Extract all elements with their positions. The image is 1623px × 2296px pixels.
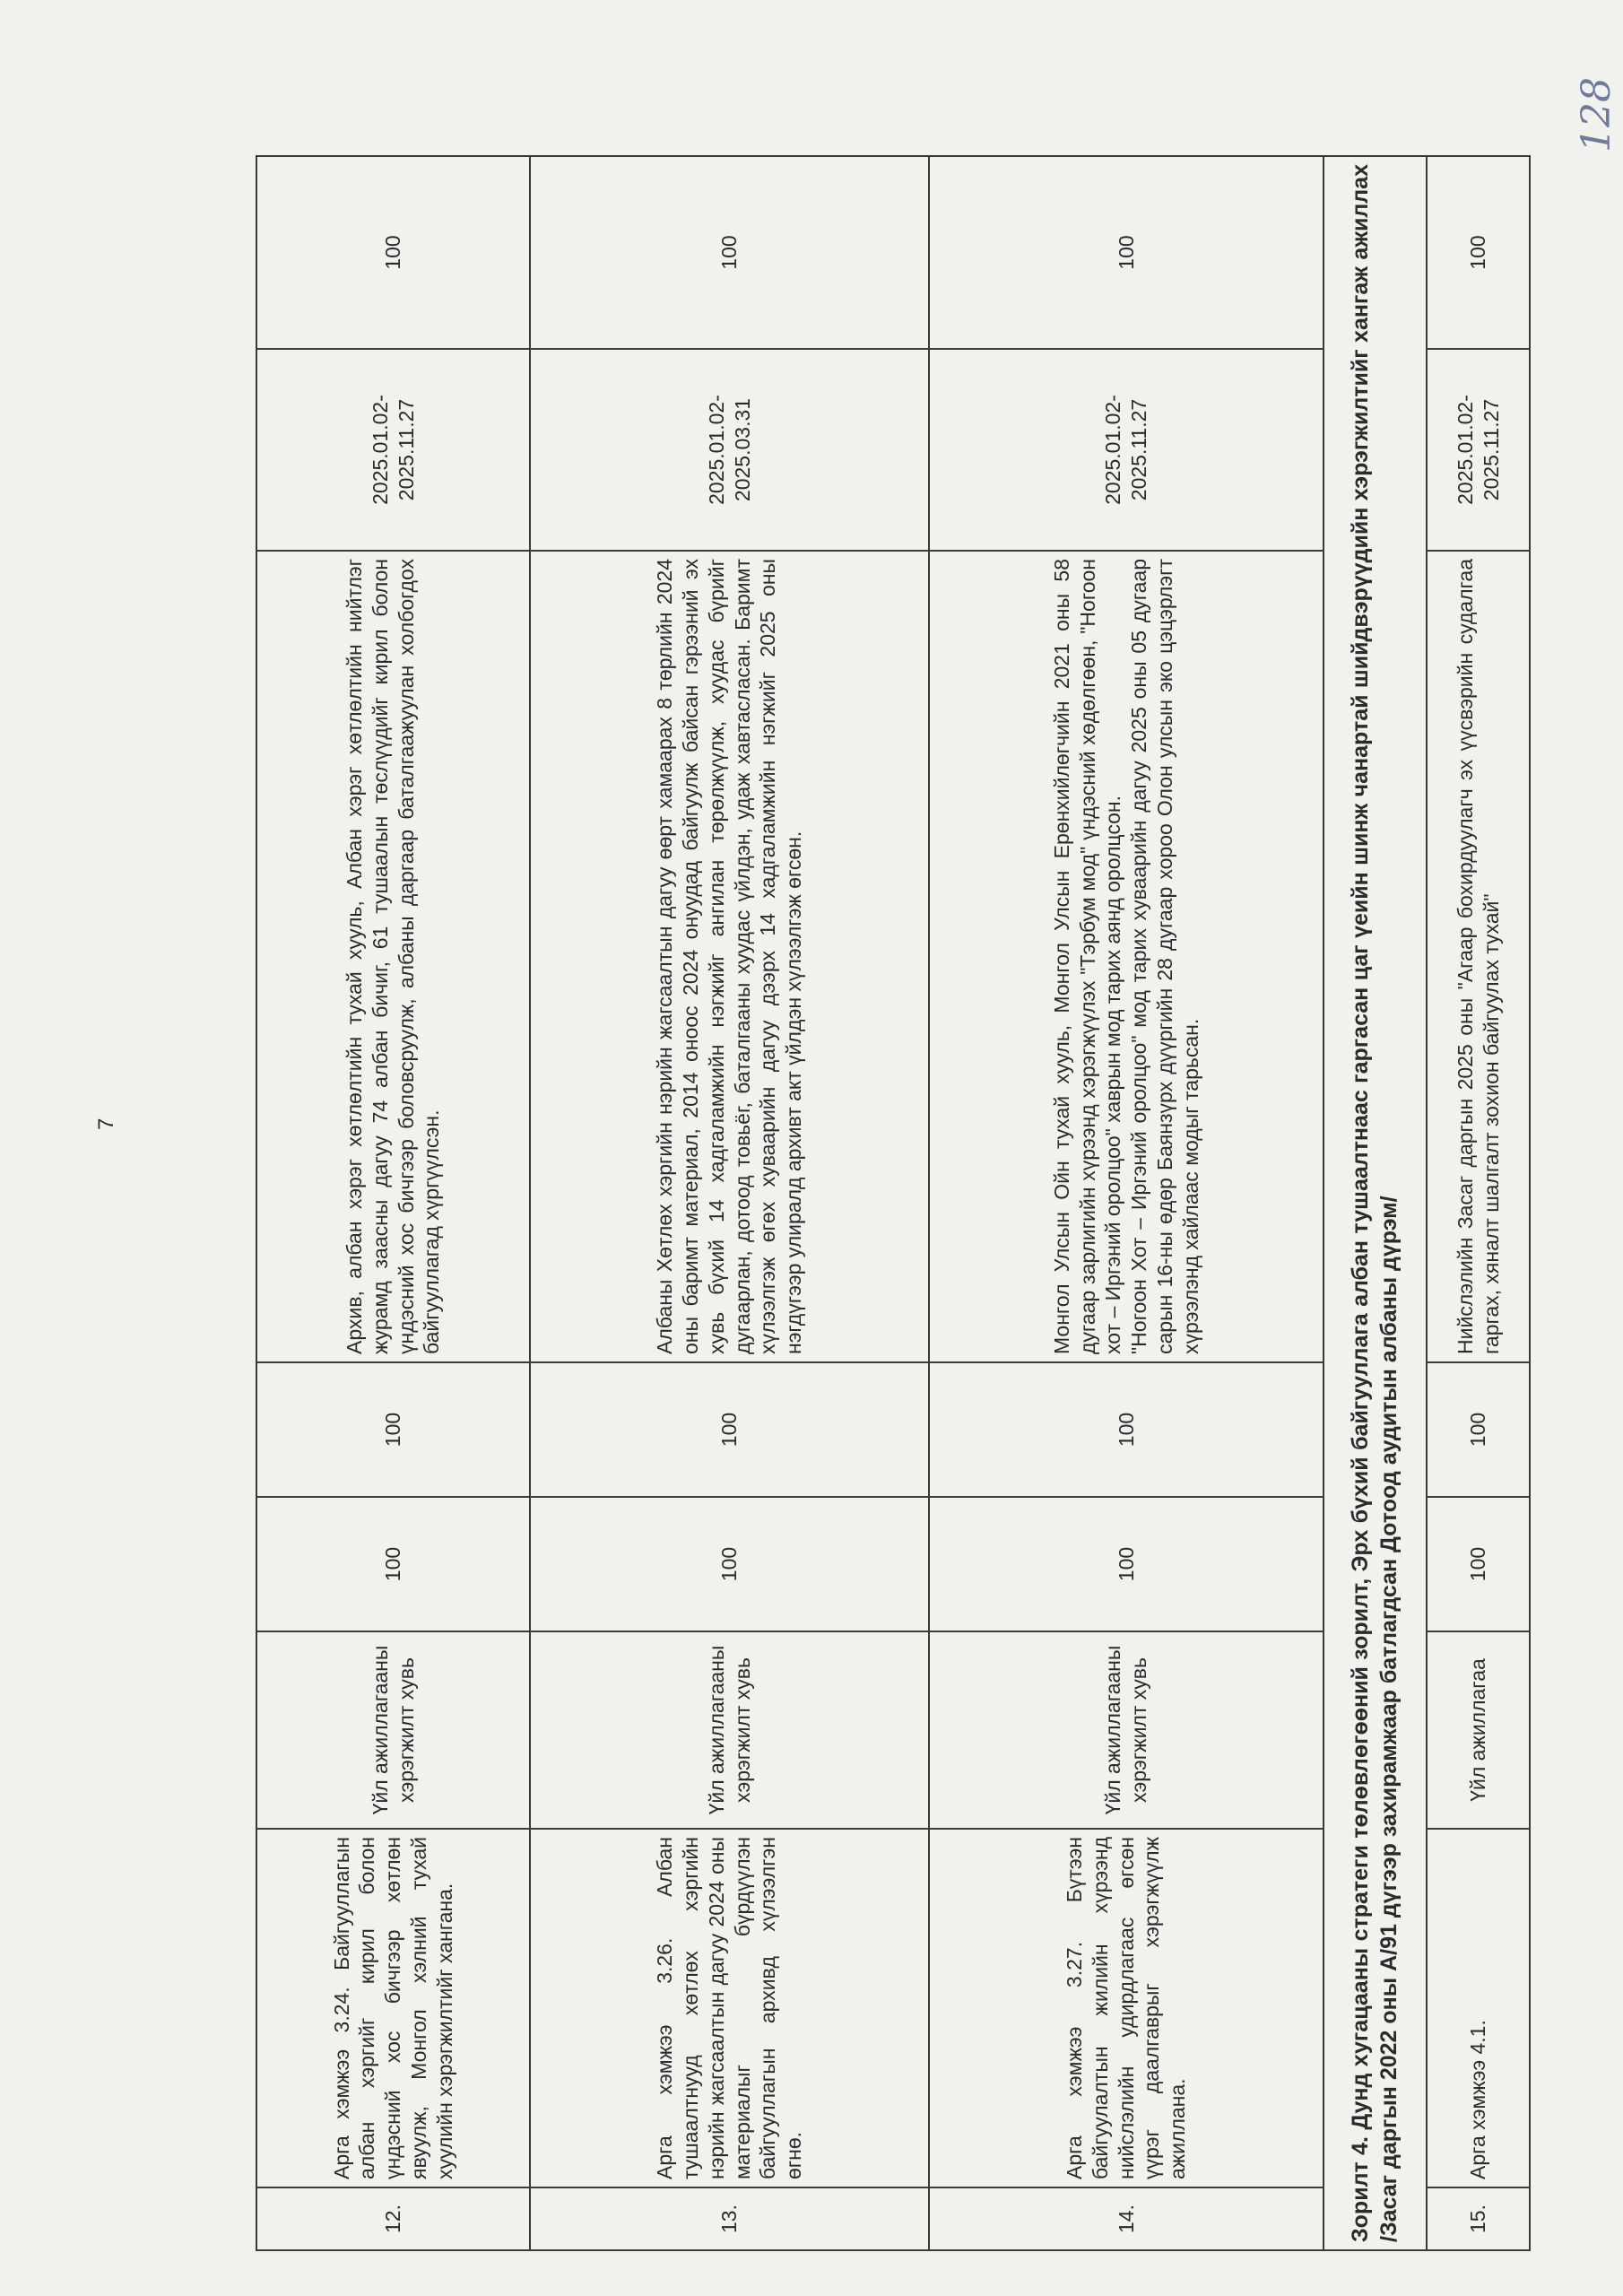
table-row bbox=[929, 156, 1324, 2250]
row-number: 14. bbox=[929, 2187, 1324, 2250]
target-cell: 100 bbox=[1427, 1497, 1530, 1631]
indicator-cell: Үйл ажиллагааны хэрэгжилт хувь bbox=[929, 1631, 1324, 1829]
report-table-rotated bbox=[256, 157, 1529, 2251]
indicator-cell: Үйл ажиллагаа bbox=[1427, 1631, 1530, 1829]
actual-cell: 100 bbox=[256, 1362, 530, 1497]
measure-cell: Арга хэмжээ 3.26. Албан тушаалтнууд хөтлөх хэргийн нэрийн жагсаалтын дагуу 2024 оны материалыг бүрдүүлэн байгууллагын архивд хүлээлгэн өгнө. bbox=[530, 1829, 929, 2187]
goal-4-heading: Зорилт 4. Дунд хугацааны стратеги төлөвлөгөөний зорилт, Эрх бүхий байгууллага албан тушаалтнаас гаргасан цаг үеийн шинж чанартай шийдвэрүүдийн хэрэгжилтийг хангаж ажиллах /Засаг даргын 2022 оны А/91 дүгээр захирамжаар батлагдсан Дотоод аудитын албаны дүрэм/ bbox=[1324, 156, 1427, 2250]
table-row bbox=[530, 156, 929, 2250]
percent-cell: 100 bbox=[530, 156, 929, 349]
row-number: 15. bbox=[1427, 2187, 1530, 2250]
measure-cell: Арга хэмжээ 4.1. bbox=[1427, 1829, 1530, 2187]
table-row bbox=[256, 156, 530, 2250]
measure-cell: Арга хэмжээ 3.24. Байгууллагын албан хэргийг кирил болон үндэсний хос бичгээр хөтлөн явуулж, Монгол хэлний тухай хуулийн хэрэгжилтийг хангана. bbox=[256, 1829, 530, 2187]
percent-cell: 100 bbox=[256, 156, 530, 349]
indicator-cell: Үйл ажиллагааны хэрэгжилт хувь bbox=[256, 1631, 530, 1829]
report-table bbox=[256, 155, 1531, 2251]
row-number: 12. bbox=[256, 2187, 530, 2250]
goal-row bbox=[1324, 156, 1427, 2250]
actual-cell: 100 bbox=[929, 1362, 1324, 1497]
description-cell: Албаны Хөтлөх хэргийн нэрийн жагсаалтын дагуу өөрт хамаарах 8 төрлийн 2024 оны баримт материал, 2014 оноос 2024 онуудад байгуулж байсан гэрээний эх хувь бүхий 14 хадгаламжийн нэгжийг ангилан төрөлжүүлж, хуудас бүрийг дугаарлан, дотоод товьёг, баталгааны хуудас үйлдэн, удаж хавтасласан. Баримт хүлээлгэж өгөх хуваарийн дагуу дээрх 14 хадгаламжийн нэгжийг 2025 оны нэгдүгээр улиралд архивт акт үйлдэн хүлээлгэж өгсөн. bbox=[530, 551, 929, 1362]
period-cell: 2025.01.02-2025.11.27 bbox=[256, 349, 530, 551]
indicator-cell: Үйл ажиллагааны хэрэгжилт хувь bbox=[530, 1631, 929, 1829]
measure-cell: Арга хэмжээ 3.27. Бүтээн байгуулалтын жилийн хүрээнд нийслэлийн удирдлагаас өгсөн үүрэг даалгаврыг хэрэгжүүлж ажиллана. bbox=[929, 1829, 1324, 2187]
percent-cell: 100 bbox=[1427, 156, 1530, 349]
table-row bbox=[1427, 156, 1530, 2250]
description-cell: Нийслэлийн Засаг даргын 2025 оны "Агаар бохирдуулагч эх үүсвэрийн судалгаа гаргах, хяналт шалгалт зохион байгуулах тухай" bbox=[1427, 551, 1530, 1362]
actual-cell: 100 bbox=[1427, 1362, 1530, 1497]
description-cell: Архив, албан хэрэг хөтлөлтийн тухай хууль, Албан хэрэг хөтлөлтийн нийтлэг журамд заасны дагуу 74 албан бичиг, 61 тушаалын төслүүдийг кирил болон үндэсний хос бичгээр боловсруулж, албаны даргаар баталгаажуулан холбогдох байгууллагад хүргүүлсэн. bbox=[256, 551, 530, 1362]
period-cell: 2025.01.02-2025.11.27 bbox=[929, 349, 1324, 551]
row-number: 13. bbox=[530, 2187, 929, 2250]
page-number: 7 bbox=[94, 1118, 118, 1130]
target-cell: 100 bbox=[929, 1497, 1324, 1631]
period-cell: 2025.01.02-2025.11.27 bbox=[1427, 349, 1530, 551]
handwritten-page-stamp: 128 bbox=[1574, 77, 1619, 152]
period-cell: 2025.01.02-2025.03.31 bbox=[530, 349, 929, 551]
target-cell: 100 bbox=[256, 1497, 530, 1631]
percent-cell: 100 bbox=[929, 156, 1324, 349]
actual-cell: 100 bbox=[530, 1362, 929, 1497]
target-cell: 100 bbox=[530, 1497, 929, 1631]
description-cell: Монгол Улсын Ойн тухай хууль, Монгол Улсын Ерөнхийлөгчийн 2021 оны 58 дугаар зарлигийн хүрээнд хэрэгжүүлэх "Тэрбум мод" үндэсний хөдөлгөөн, "Ногоон хот – Иргэний оролцоо" хаврын мод тарих аянд оролцсон. "Ногоон Хот – Иргэний оролцоо" мод тарих хуваарийн дагуу 2025 оны 05 дугаар сарын 16-ны өдөр Баянзүрх дүүргийн 28 дугаар хороо Олон улсын эко цэцэрлэгт хүрээлэнд хайлаас модыг тарьсан. bbox=[929, 551, 1324, 1362]
